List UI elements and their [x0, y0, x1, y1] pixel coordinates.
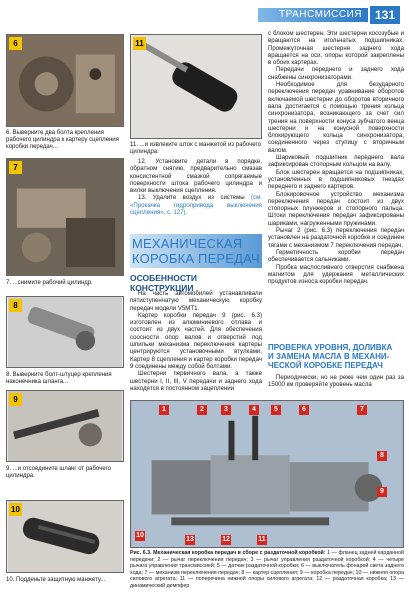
figure-caption [130, 550, 404, 590]
caption-6: 6. Выверните два болта крепления рабочего цилиндра к картеру сцепления коробки передач... [6, 130, 119, 151]
figure-callout-12: 12 [222, 536, 230, 543]
right-para-4: Шариковый подшипник переднего вала зафиксирован стопорным кольцом на валу. [268, 154, 404, 169]
figure-callout-9: 9 [377, 487, 387, 497]
right-title [268, 343, 404, 370]
right-para-2: Передачи переднего и заднего хода снабжены синхронизаторами. [268, 66, 404, 81]
photo-9-number: 9 [9, 393, 22, 406]
right-title-line2: И ЗАМЕНА МАСЛА В МЕХАНИ- [268, 352, 390, 361]
photo-7-image [7, 159, 123, 275]
figure-6-3 [130, 400, 404, 548]
right-title-line1: ПРОВЕРКА УРОВНЯ, ДОЛИВКА [268, 343, 393, 352]
step-13-link[interactable]: (см. «Прокачка гидропривода выключения сцепления», с. 127). [130, 194, 262, 217]
figure-callout-10: 10 [136, 532, 144, 539]
right-para-3: Необходимое для безударного переключения передач уравнивание оборотов включаемой шестерни до оборотов вторичного вала достигается с помощью трения кольца синхронизатора, возникающего за счет сил трения на поверхности конуса зубчатого венца шестерни и на конусной поверхности блокирующего кольца синхронизатора, соединенного через ступицу с вторичным валом. [268, 81, 404, 154]
photo-8-number: 8 [9, 299, 22, 312]
photo-8-image [7, 297, 123, 367]
figure-callout-13: 13 [186, 536, 194, 543]
figure-caption-title: Рис. 6.3. Механическая коробка передач в сборе с раздаточной коробкой: [130, 550, 326, 556]
figure-callout-2: 2 [197, 405, 207, 415]
figure-callout-5: 5 [271, 405, 281, 415]
photo-7-number: 7 [9, 161, 22, 174]
middle-para-1: На часть автомобилей устанавливали пятиступенчатую механическую коробку передач модели V5MT1. [130, 290, 262, 312]
figure-callout-6: 6 [299, 405, 309, 415]
photo-11-number: 11 [133, 37, 146, 50]
right-para-10: Периодически, но не реже чем один раз за 15000 км проверяйте уровень масла [268, 374, 404, 389]
right-para-9: Пробка маслосливного отверстия снабжена магнитом для удержания металлических продуктов износа коробки передач. [268, 263, 404, 286]
middle-body [130, 290, 262, 392]
right-body [268, 30, 404, 285]
right-para-1: с блоком шестерен. Эти шестерни косозубые и вращаются на игольчатых подшипниках. Промежуточная шестерня заднего хода вращается на оси, опоры которой закреплены в обоих картерах. [268, 30, 404, 67]
step-12-text: 12. Установите детали в порядке, обратном снятию, предварительно смазав консистентной смазкой сопрягаемые поверхности штока рабочего цилиндра и вилки выключения сцепления. [130, 158, 262, 195]
caption-8: 8. Выверните болт-штуцер крепления наконечника шланга... [6, 372, 112, 386]
right-para-6: Блокировочное устройство механизма переключения передач состоит из двух стопорных плунжеров и стопорного пальца. Штоки переключения передач зафиксированы шариками, нагруженными пружинами. [268, 190, 404, 227]
photo-10-image [7, 501, 123, 572]
header-section-title: ТРАНСМИССИЯ [279, 9, 362, 20]
photo-7 [6, 158, 124, 276]
photo-11-image [131, 35, 261, 138]
caption-7: 7. ...снимите рабочий цилиндр. [6, 280, 93, 286]
right-body-2 [268, 374, 404, 389]
caption-9: 9. ...и отсоедините шланг от рабочего цилиндра. [6, 466, 111, 480]
step-12 [130, 158, 262, 216]
right-para-8: Герметичность коробки передач обеспечивается сальниками. [268, 248, 404, 264]
photo-6 [6, 34, 124, 127]
middle-para-3: Шестерни первичного вала, а также шестерни I, II, III, V передачи и заднего хода находятся в постоянном зацеплении [130, 370, 262, 392]
subsection-title: ОСОБЕННОСТИ КОНСТРУКЦИИ [130, 273, 198, 293]
photo-9-image [7, 391, 123, 461]
figure-6-3-image [131, 401, 403, 547]
figure-callout-4: 4 [249, 405, 259, 415]
photo-10-number: 10 [9, 503, 22, 516]
step-13-text [130, 194, 262, 216]
figure-callout-8: 8 [377, 451, 387, 461]
section-title-line1: МЕХАНИЧЕСКАЯ [132, 236, 243, 251]
photo-6-number: 6 [9, 37, 22, 50]
right-title-line3: ЧЕСКОЙ КОРОБКЕ ПЕРЕДАЧ [268, 361, 383, 370]
page-number: 131 [370, 6, 400, 24]
photo-6-image [7, 35, 123, 126]
figure-callout-1: 1 [159, 405, 169, 415]
figure-caption-text: 1 — фланец задней карданной передачи; 2 — рычаг переключения передач; 3 — рычаг управления раздаточной коробкой; 4 — четыре рычага управления трансмиссией; 5 — датчик раздаточной коробки; 6 — выключатель фонарей света заднего хода; 7 — механизм переключения передач; 8 — картер сцепления; 9 — коробка передач; 10 — нижняя опора силового агрегата; 11 — поперечина нижней опоры силового агрегата; 12 — раздаточная коробка; 13 — динамический демпфер [130, 550, 404, 589]
right-para-5: Блок шестерен вращается на подшипниках, установленных в подшипниковых гнездах переднего и заднего картеров. [268, 168, 404, 191]
step-13-main: 13. Удалите воздух из системы [138, 194, 252, 202]
middle-para-2: Картер коробки передач 9 (рис. 6.3) изготовлен из алюминиевого сплава и состоит из двух частей. Для обеспечения соосности опор валов и отверстий под шпильки механизма переключения картеры центрируются установочными втулками. Картер 8 сцепления и картер коробки передач 9 соединены между собой болтами. [130, 311, 262, 370]
figure-callout-11: 11 [258, 536, 266, 543]
right-para-7: Рычаг 2 (рис. 6.3) переключения передач установлен на раздаточной коробке и соединен тягами с механизмом 7 переключения передач. [268, 227, 404, 249]
photo-11 [130, 34, 262, 139]
figure-callout-3: 3 [221, 405, 231, 415]
photo-10 [6, 500, 124, 573]
figure-callout-7: 7 [357, 405, 367, 415]
caption-11: 11. ...и извлеките шток с манжетой из рабочего цилиндра. [130, 142, 261, 156]
photo-9 [6, 390, 124, 462]
caption-10: 10. Подденьте защитную манжету... [6, 577, 106, 583]
photo-8 [6, 296, 124, 368]
section-title-line2: КОРОБКА ПЕРЕДАЧ [132, 251, 260, 266]
